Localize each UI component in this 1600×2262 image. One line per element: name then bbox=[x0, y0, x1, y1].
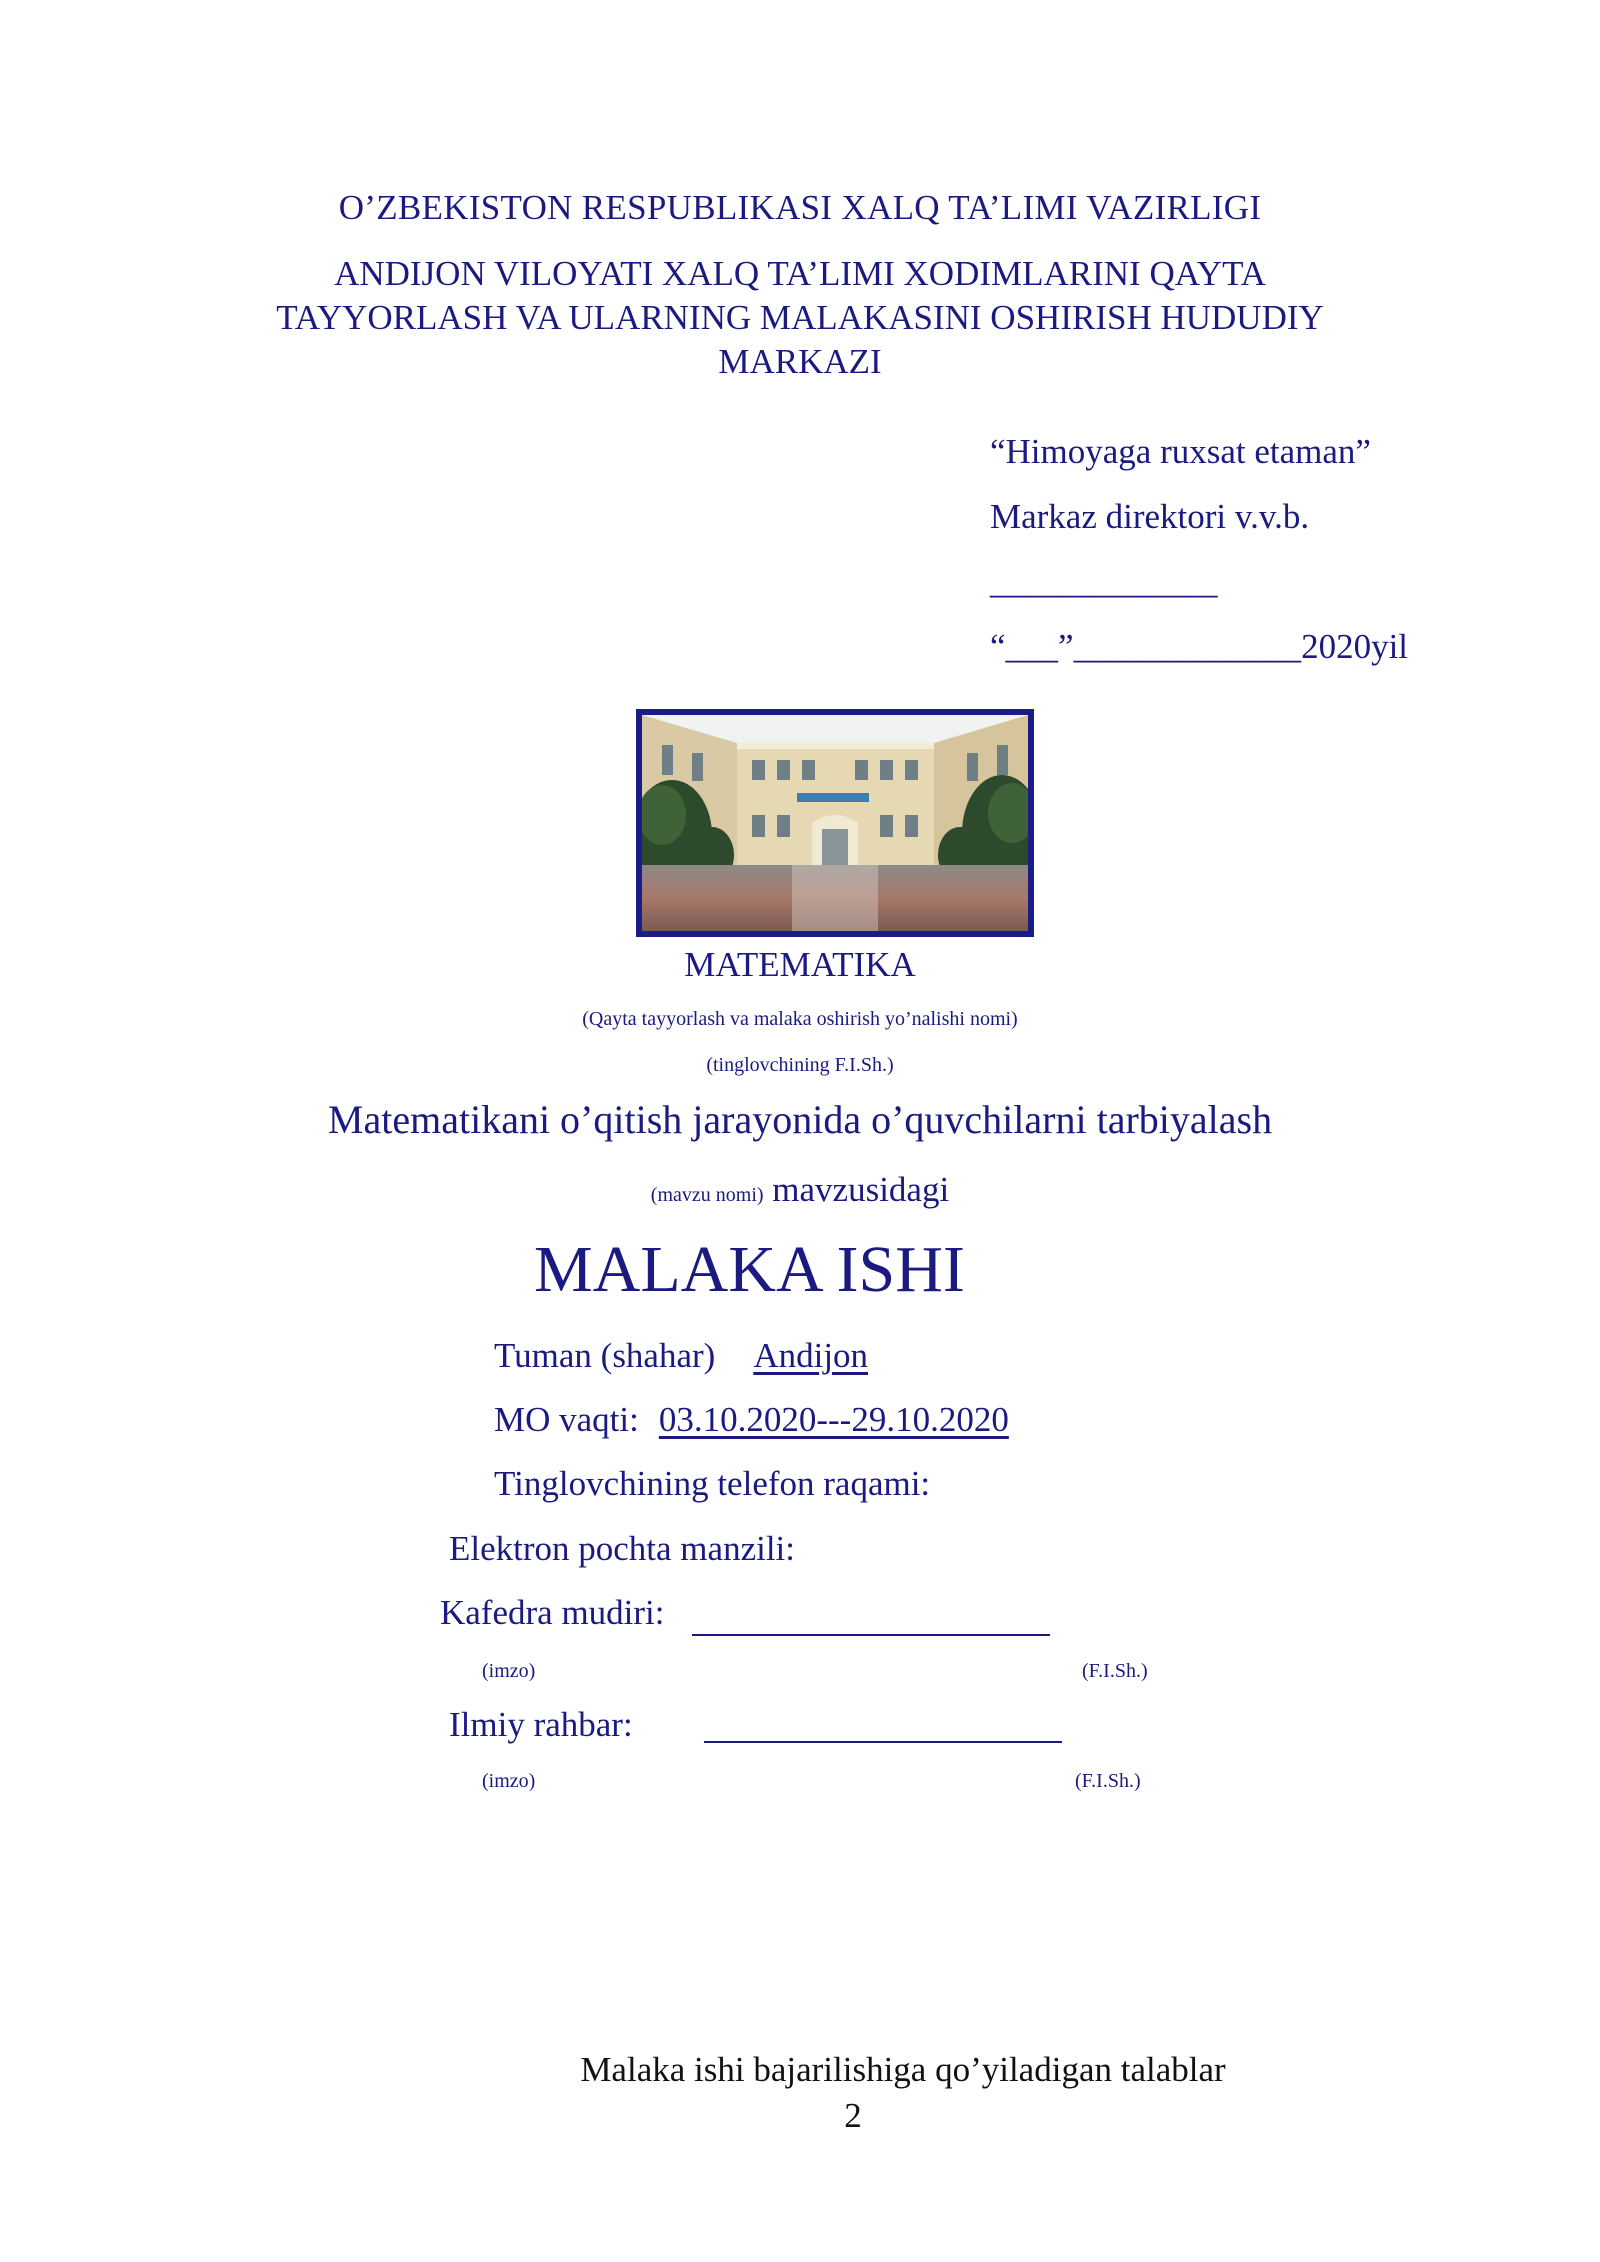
ministry-heading: O’ZBEKISTON RESPUBLIKASI XALQ TA’LIMI VAZIRLIGI bbox=[338, 188, 1262, 227]
center-heading-line-1: ANDIJON VILOYATI XALQ TA’LIMI XODIMLARINI QAYTA bbox=[334, 254, 1266, 293]
direction-name: MATEMATIKA bbox=[684, 945, 916, 984]
topic-caption-line bbox=[0, 1170, 1600, 1210]
building-illustration bbox=[642, 715, 1028, 931]
center-heading-line-3: MARKAZI bbox=[718, 342, 882, 381]
page-number: 2 bbox=[844, 2096, 862, 2135]
approval-position: Markaz direktori v.v.b. bbox=[990, 497, 1310, 536]
building-photo bbox=[636, 709, 1034, 937]
advisor-label: Ilmiy rahbar: bbox=[449, 1705, 633, 1744]
period-value: 03.10.2020---29.10.2020 bbox=[658, 1400, 1009, 1439]
work-title: MALAKA ISHI bbox=[534, 1233, 965, 1306]
topic-title: Matematikani o’qitish jarayonida o’quvchilarni tarbiyalash bbox=[327, 1097, 1273, 1142]
approval-signature-blank: _____________ bbox=[990, 562, 1218, 601]
advisor-name-caption: (F.I.Sh.) bbox=[1075, 1770, 1141, 1792]
district-row bbox=[494, 1336, 868, 1376]
topic-caption: (mavzu nomi) bbox=[650, 1184, 764, 1206]
phone-label: Tinglovchining telefon raqami: bbox=[494, 1464, 931, 1503]
listener-caption: (tinglovchining F.I.Sh.) bbox=[706, 1054, 894, 1076]
district-label: Tuman (shahar) bbox=[494, 1336, 716, 1375]
approval-permit: “Himoyaga ruxsat etaman” bbox=[990, 432, 1371, 471]
department-head-label: Kafedra mudiri: bbox=[440, 1593, 665, 1632]
department-head-signature-caption: (imzo) bbox=[482, 1660, 536, 1682]
approval-date-line: “___”_____________2020yil bbox=[990, 627, 1409, 666]
period-label: MO vaqti: bbox=[494, 1400, 639, 1439]
requirements-heading: Malaka ishi bajarilishiga qo’yiladigan talablar bbox=[580, 2050, 1226, 2089]
topic-suffix: mavzusidagi bbox=[772, 1170, 950, 1209]
advisor-signature-caption: (imzo) bbox=[482, 1770, 536, 1792]
period-row bbox=[494, 1400, 1009, 1440]
department-head-name-caption: (F.I.Sh.) bbox=[1082, 1660, 1148, 1682]
department-head-signature-line bbox=[692, 1634, 1050, 1636]
center-heading-line-2: TAYYORLASH VA ULARNING MALAKASINI OSHIRISH HUDUDIY bbox=[276, 298, 1324, 337]
district-value: Andijon bbox=[753, 1336, 869, 1375]
direction-caption: (Qayta tayyorlash va malaka oshirish yo’nalishi nomi) bbox=[582, 1008, 1018, 1030]
email-label: Elektron pochta manzili: bbox=[449, 1529, 796, 1568]
advisor-signature-line bbox=[704, 1741, 1062, 1743]
